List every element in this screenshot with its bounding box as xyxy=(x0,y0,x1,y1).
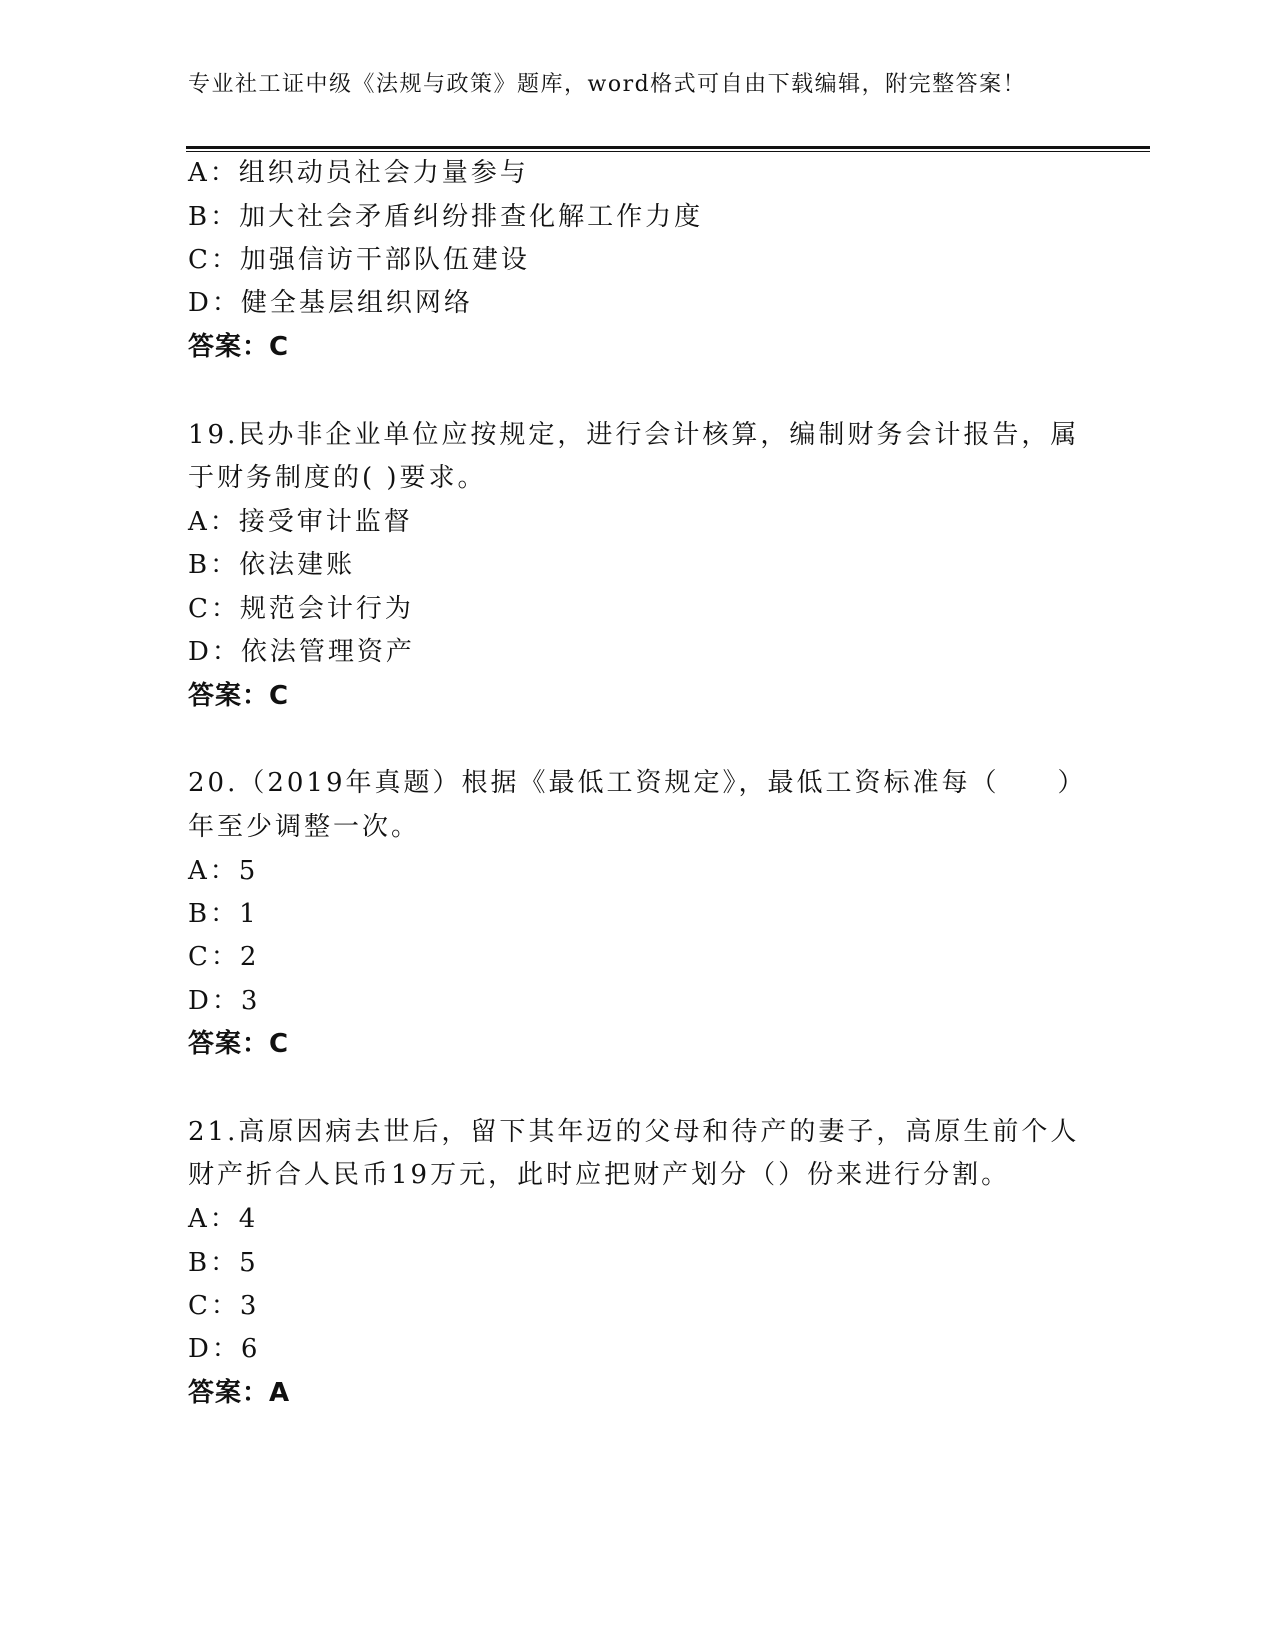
option-d: D：健全基层组织网络 xyxy=(188,288,473,318)
option-c: C：规范会计行为 xyxy=(188,594,414,624)
question-stem-line-2: 于财务制度的( )要求。 xyxy=(188,463,487,493)
option-c: C：2 xyxy=(188,942,260,972)
question-stem-line-2: 财产折合人民币19万元，此时应把财产划分（）份来进行分割。 xyxy=(188,1160,1011,1190)
option-a: A：接受审计监督 xyxy=(188,507,413,537)
option-a: A：组织动员社会力量参与 xyxy=(188,158,529,188)
option-a: A：5 xyxy=(188,856,259,886)
header-divider-thick xyxy=(186,146,1150,149)
option-a: A：4 xyxy=(188,1204,259,1234)
question-stem-line-1: 20.（2019年真题）根据《最低工资规定》，最低工资标准每（ ） xyxy=(188,768,1087,798)
option-c: C：加强信访干部队伍建设 xyxy=(188,245,530,275)
option-b: B：1 xyxy=(188,899,259,929)
answer: 答案：C xyxy=(188,332,290,362)
header-divider xyxy=(186,146,1150,153)
option-d: D：依法管理资产 xyxy=(188,637,415,667)
header-divider-thin xyxy=(186,151,1150,152)
answer: 答案：A xyxy=(188,1378,291,1408)
option-b: B：加大社会矛盾纠纷排查化解工作力度 xyxy=(188,202,704,232)
answer: 答案：C xyxy=(188,1029,290,1059)
option-b: B：5 xyxy=(188,1248,259,1278)
answer: 答案：C xyxy=(188,681,290,711)
question-stem-line-1: 19.民办非企业单位应按规定，进行会计核算，编制财务会计报告，属 xyxy=(188,420,1080,450)
option-d: D：3 xyxy=(188,986,261,1016)
option-b: B：依法建账 xyxy=(188,550,356,580)
question-stem-line-1: 21.高原因病去世后，留下其年迈的父母和待产的妻子，高原生前个人 xyxy=(188,1117,1080,1147)
option-d: D：6 xyxy=(188,1334,261,1364)
option-c: C：3 xyxy=(188,1291,260,1321)
question-stem-line-2: 年至少调整一次。 xyxy=(188,812,421,842)
page-header: 专业社工证中级《法规与政策》题库，word格式可自由下载编辑，附完整答案！ xyxy=(188,72,1027,97)
